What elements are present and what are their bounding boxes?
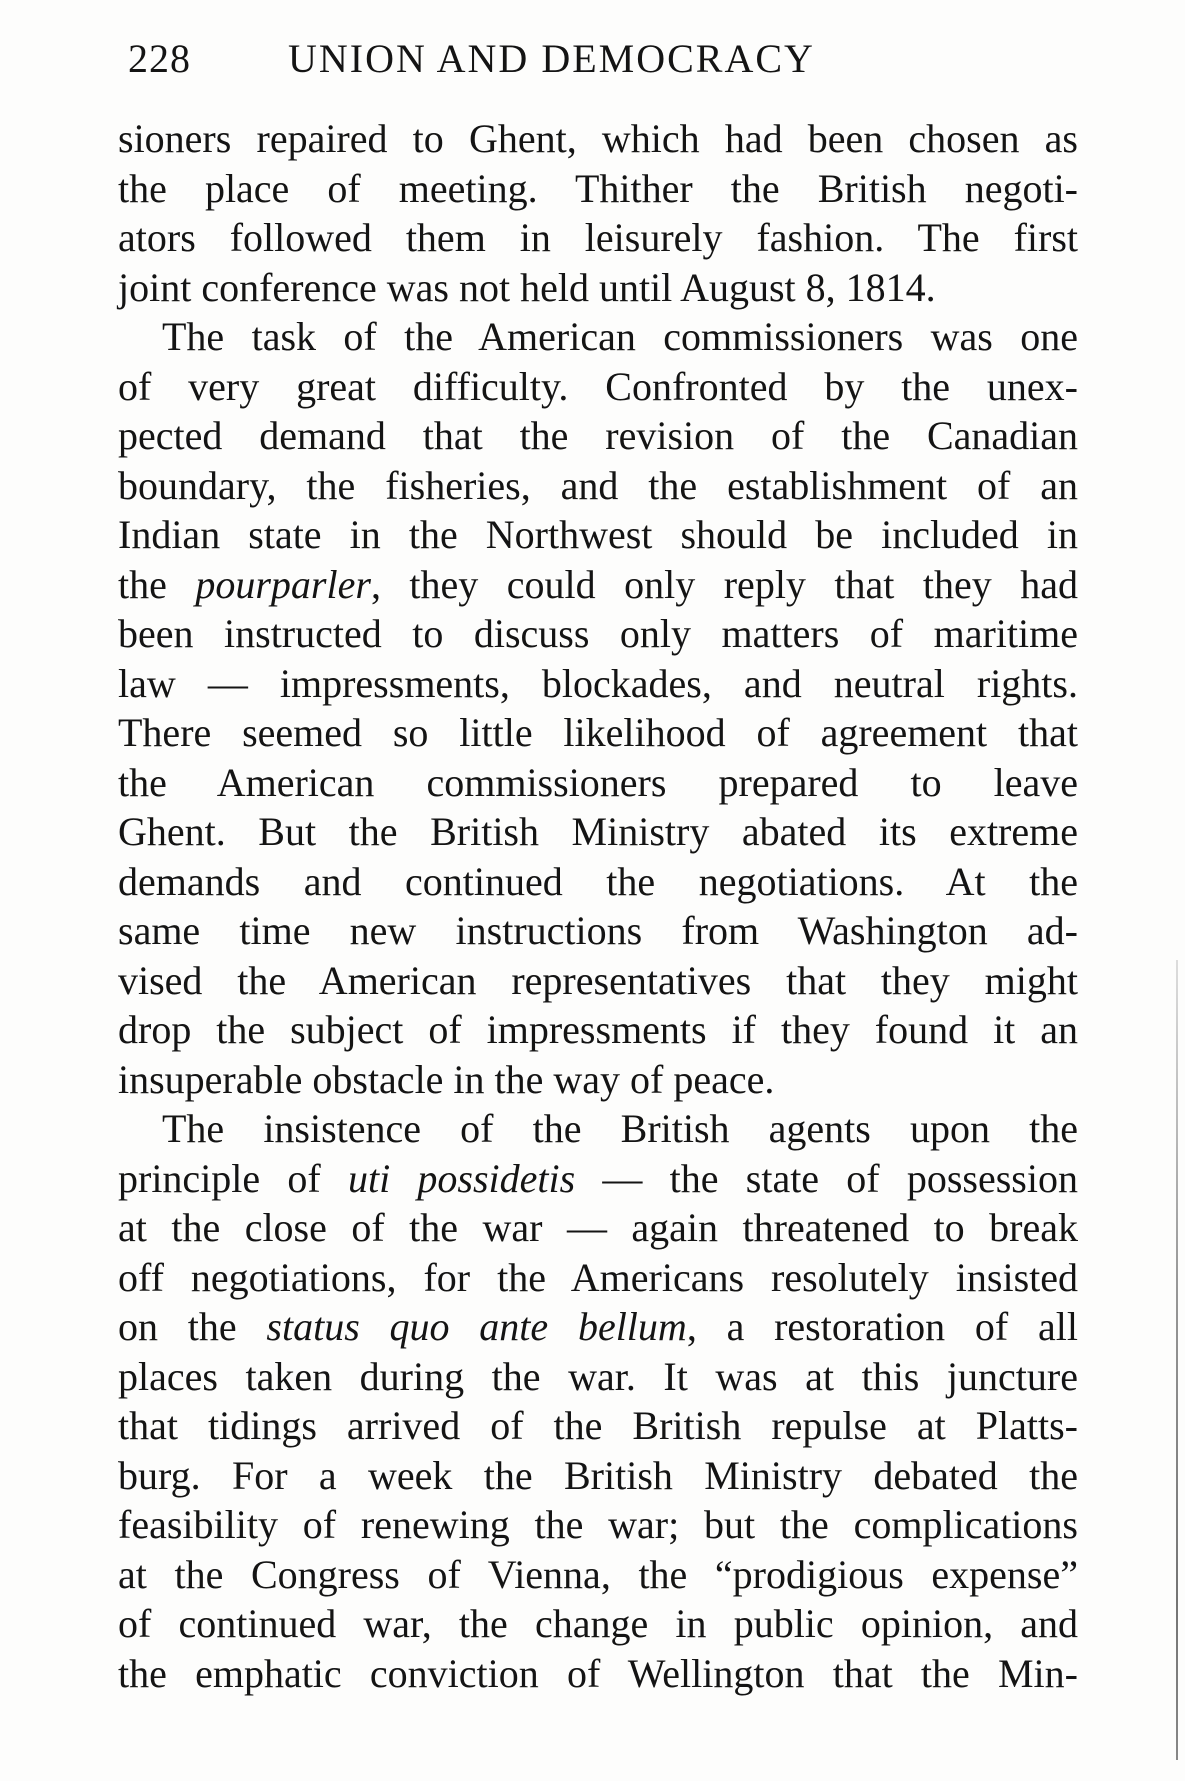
italic-phrase: uti possidetis: [347, 1155, 576, 1201]
body-text: [118, 114, 1078, 1698]
text-line: [118, 1302, 1078, 1352]
text-segment: — the state of possession: [575, 1155, 1078, 1201]
text-segment: the place of meeting. Thither the British negoti-: [118, 165, 1078, 211]
text-line: [118, 708, 1078, 758]
text-line: [118, 312, 1078, 362]
running-head: [128, 34, 1078, 84]
text-line: [118, 1253, 1078, 1303]
text-segment: burg. For a week the British Ministry debated the: [118, 1452, 1078, 1498]
text-line: [118, 1154, 1078, 1204]
text-line: [118, 758, 1078, 808]
text-segment: The insistence of the British agents upon the: [162, 1106, 1078, 1151]
italic-phrase: status quo ante bellum: [266, 1304, 687, 1349]
text-segment: the American commissioners prepared to leave: [118, 759, 1078, 805]
running-title: UNION AND DEMOCRACY: [288, 36, 815, 81]
text-segment: joint conference was not held until August 8, 1814.: [118, 264, 936, 310]
text-line: [118, 362, 1078, 412]
text-segment: vised the American representatives that they might: [118, 957, 1078, 1003]
text-line: [118, 1500, 1078, 1550]
text-line: [118, 1550, 1078, 1600]
text-segment: feasibility of renewing the war; but the complications: [118, 1502, 1078, 1547]
text-segment: that tidings arrived of the British repulse at Platts-: [118, 1403, 1078, 1448]
text-segment: places taken during the war. It was at this juncture: [118, 1353, 1078, 1399]
text-segment: Indian state in the Northwest should be included in: [118, 512, 1078, 557]
page-number: 228: [128, 36, 191, 81]
italic-phrase: pourparler: [195, 561, 371, 607]
text-segment: , they could only reply that they had: [370, 561, 1078, 607]
text-line: [118, 164, 1078, 214]
text-line: [118, 411, 1078, 461]
text-line: [118, 956, 1078, 1006]
text-line: [118, 659, 1078, 709]
text-segment: insuperable obstacle in the way of peace.: [118, 1056, 775, 1102]
text-line: [118, 461, 1078, 511]
text-line: [118, 114, 1078, 164]
text-line: [118, 213, 1078, 263]
text-line: [118, 510, 1078, 560]
text-segment: at the close of the war — again threatened to break: [118, 1205, 1078, 1250]
text-line: [118, 1451, 1078, 1501]
text-line: [118, 857, 1078, 907]
text-segment: Ghent. But the British Ministry abated its extreme: [118, 809, 1078, 854]
text-line: [118, 1005, 1078, 1055]
text-segment: law — impressments, blockades, and neutral rights.: [118, 660, 1078, 706]
text-line: [118, 906, 1078, 956]
text-segment: The task of the American commissioners was one: [162, 314, 1078, 359]
page-edge-shadow: [1176, 960, 1178, 1760]
text-segment: of continued war, the change in public opinion, and: [118, 1601, 1078, 1646]
text-line: [118, 1203, 1078, 1253]
text-segment: the emphatic conviction of Wellington that the Min-: [118, 1650, 1078, 1696]
text-line: [118, 609, 1078, 659]
text-line: [118, 1599, 1078, 1649]
text-segment: ators followed them in leisurely fashion. The first: [118, 215, 1078, 260]
text-segment: demands and continued the negotiations. At the: [118, 858, 1078, 904]
text-segment: of very great difficulty. Confronted by the unex-: [118, 363, 1078, 409]
text-segment: the: [118, 561, 196, 607]
text-segment: drop the subject of impressments if they found it an: [118, 1007, 1078, 1052]
text-segment: off negotiations, for the Americans resolutely insisted: [118, 1254, 1078, 1300]
text-segment: at the Congress of Vienna, the “prodigious expense”: [118, 1551, 1078, 1597]
text-line: [118, 1649, 1078, 1699]
text-segment: , a restoration of all: [686, 1304, 1078, 1349]
text-segment: There seemed so little likelihood of agreement that: [118, 710, 1078, 755]
text-segment: same time new instructions from Washington ad-: [118, 908, 1078, 953]
text-line: [118, 1055, 1078, 1105]
text-segment: sioners repaired to Ghent, which had been chosen as: [118, 116, 1078, 161]
text-segment: principle of: [118, 1155, 348, 1201]
text-segment: been instructed to discuss only matters of maritime: [118, 611, 1078, 656]
text-segment: boundary, the fisheries, and the establishment of an: [118, 462, 1078, 508]
text-line: [118, 1352, 1078, 1402]
text-line: [118, 807, 1078, 857]
text-line: [118, 1401, 1078, 1451]
text-line: [118, 560, 1078, 610]
text-segment: on the: [118, 1304, 267, 1349]
text-line: [118, 1104, 1078, 1154]
text-segment: pected demand that the revision of the Canadian: [118, 413, 1078, 458]
text-line: [118, 263, 1078, 313]
